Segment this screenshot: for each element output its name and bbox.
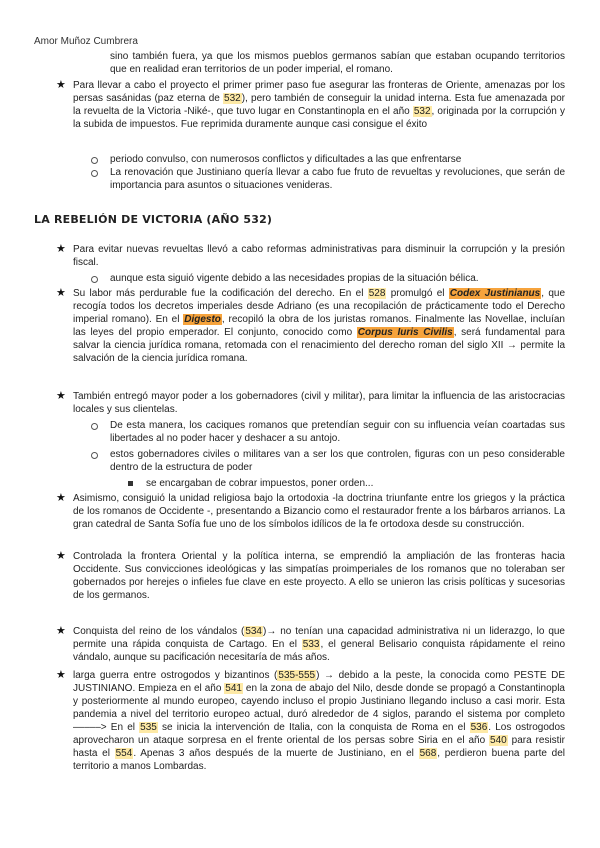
sub-bullet-convulsive xyxy=(110,153,565,166)
sub-sub-bullet-text: se encargaban de cobrar impuestos, poner orden... xyxy=(146,478,374,489)
bullet-ostrogoth-war xyxy=(73,669,565,773)
text-part: )→ no tenían una capacidad administrativa ni un liderazgo, lo que permite una rápida conquista de Cartago. En el xyxy=(73,626,565,650)
year-highlight: 532 xyxy=(413,106,431,117)
bullet-eastern-frontier xyxy=(73,79,565,131)
year-highlight: 535-555 xyxy=(278,670,316,681)
square-bullet-icon xyxy=(128,481,133,486)
text-part: se inicia la intervención de Italia, con la conquista de Roma en el xyxy=(157,722,470,733)
star-bullet-icon: ★ xyxy=(56,625,66,637)
sub-bullet-renovation xyxy=(110,166,565,192)
year-highlight: 541 xyxy=(225,683,242,694)
year-highlight: 534 xyxy=(245,626,262,637)
star-bullet-icon: ★ xyxy=(56,390,66,402)
text-part: en la zona de abajo del Nilo, desde donde se propagó a Constantinopla y posteriormente al mundo europeo, cayendo incluso el propio Justiniano llegando incluso a casi morir. Esta pandemia a nivel del territorio europeo actual, duró alrededor de 4 siglos, parando el sistema por completo –––––> En el xyxy=(73,683,565,733)
sub-bullet-text: De esta manera, los caciques romanos que pretendían seguir con su influencia veían coartadas sus libertades al no poder hacer y deshacer a su antojo. xyxy=(110,420,565,444)
section-heading: LA REBELIÓN DE VICTORIA (AÑO 532) xyxy=(34,213,273,226)
text-part: Conquista del reino de los vándalos ( xyxy=(73,626,245,637)
circle-bullet-icon xyxy=(91,170,98,177)
text-part: , recopiló la obra de los juristas romanos. Finalmente las Novellae, incluían las leyes del propio emperador. El conjunto, conocido como xyxy=(73,314,565,338)
bullet-text xyxy=(73,625,565,664)
sub-bullet-governors-power xyxy=(110,448,565,474)
sub-bullet-text: aunque esta siguió vigente debido a las necesidades propias de la situación bélica. xyxy=(110,273,479,284)
star-bullet-icon: ★ xyxy=(56,669,66,681)
text-part: . Apenas 3 años después de la muerte de Justiniano, en el xyxy=(133,748,419,759)
bullet-text: Asimismo, consiguió la unidad religiosa bajo la ortodoxia -la doctrina triunfante entre los griegos y la práctica de los romanos de Occidente -, presentando a Bizancio como el restaurador frente a los bárbaros arrianos. La gran catedral de Santa Sofía fue uno de los símbolos idílicos de la fe ortodoxa desde su construcción. xyxy=(73,493,565,530)
year-highlight: 528 xyxy=(368,288,386,299)
year-highlight: 554 xyxy=(115,748,133,759)
text-part: . Los ostrogodos aprovecharon un ataque sorpresa en el frente oriental de los persas sobre Siria en el año xyxy=(73,722,565,746)
bullet-religious-unity xyxy=(73,492,565,531)
bullet-text: Para evitar nuevas revueltas llevó a cabo reformas administrativas para disminuir la corrupción y la presión fiscal. xyxy=(73,244,565,268)
bullet-vandal-conquest xyxy=(73,625,565,664)
text-part: , originada por la corrupción y la subida de impuestos. Fue reprimida duramente aunque casi consigue el éxito xyxy=(73,106,565,130)
bullet-law-codification xyxy=(73,287,565,365)
bullet-admin-reforms xyxy=(73,243,565,269)
star-bullet-icon: ★ xyxy=(56,79,66,91)
author-name: Amor Muñoz Cumbrera xyxy=(34,36,138,47)
bullet-governors xyxy=(73,390,565,416)
sub-bullet-text: estos gobernadores civiles o militares van a ser los que controlen, figuras con un peso considerable dentro de la estructura de poder xyxy=(110,449,565,473)
continuation-paragraph xyxy=(110,50,565,76)
bullet-text xyxy=(73,287,565,365)
year-highlight: 540 xyxy=(490,735,507,746)
star-bullet-icon: ★ xyxy=(56,492,66,504)
text-part: promulgó el xyxy=(386,288,449,299)
bullet-western-expansion xyxy=(73,550,565,602)
circle-bullet-icon xyxy=(91,423,98,430)
corpus-highlight: Corpus Iuris Civilis xyxy=(357,327,453,338)
star-bullet-icon: ★ xyxy=(56,550,66,562)
sub-bullet-fiscal xyxy=(110,272,565,285)
year-highlight: 536 xyxy=(470,722,488,733)
year-highlight: 568 xyxy=(419,748,437,759)
circle-bullet-icon xyxy=(91,157,98,164)
sub-bullet-text: periodo convulso, con numerosos conflictos y dificultades a las que enfrentarse xyxy=(110,154,462,165)
text-part: Para llevar a cabo el proyecto el primer primer paso fue asegurar las fronteras de Oriente, amenazas por los persas sasánidas (paz eterna de xyxy=(73,80,565,104)
year-highlight: 532 xyxy=(224,93,241,104)
text-part: , será fundamental para salvar la ciencia jurídica romana, retomada con el renacimiento del derecho roman del siglo XII → permite la salvación de la ciencia jurídica romana. xyxy=(73,327,565,364)
text-part: larga guerra entre ostrogodos y bizantinos ( xyxy=(73,670,278,681)
star-bullet-icon: ★ xyxy=(56,287,66,299)
circle-bullet-icon xyxy=(91,452,98,459)
digesto-highlight: Digesto xyxy=(184,314,221,325)
bullet-text xyxy=(73,79,565,131)
sub-bullet-caciques xyxy=(110,419,565,445)
sub-sub-bullet-taxes xyxy=(146,477,565,490)
continuation-text: sino también fuera, ya que los mismos pueblos germanos sabían que estaban ocupando territorios que en realidad eran territorios de un poder imperial, el romano. xyxy=(110,51,565,75)
text-part: ), pero también de conseguir la unidad interna. Esta fue amenazada por la revuelta de la Victoria -Niké-, que tuvo lugar en Constantinopla en el año xyxy=(73,93,565,117)
text-part: para resistir hasta el xyxy=(73,735,566,759)
bullet-text: También entregó mayor poder a los gobernadores (civil y militar), para limitar la influencia de las aristocracias locales y sus clientelas. xyxy=(73,391,565,415)
year-highlight: 535 xyxy=(140,722,157,733)
text-part: Su labor más perdurable fue la codificación del derecho. En el xyxy=(73,288,368,299)
sub-bullet-text: La renovación que Justiniano quería llevar a cabo fue fruto de revueltas y revoluciones, que serán de importancia para asuntos o situaciones venideras. xyxy=(110,167,565,191)
year-highlight: 533 xyxy=(302,639,320,650)
codex-highlight: Codex Justinianus xyxy=(449,288,541,299)
text-part: , el general Belisario conquista rápidamente el reino vándalo, aunque su pacificación necesitaría de más años. xyxy=(73,639,566,663)
circle-bullet-icon xyxy=(91,276,98,283)
bullet-text: Controlada la frontera Oriental y la política interna, se emprendió la ampliación de las fronteras hacia Occidente. Sus convicciones ideológicas y las simpatías proimperiales de los romanos que no toleraban ser gobernados por herejes o infieles fue clave en este proyecto. A ello se unieron las crisis políticas y sucesorias de los germanos. xyxy=(73,551,565,601)
text-part: ) → debido a la peste, la conocida como PESTE DE JUSTINIANO. Empieza en el año xyxy=(73,670,565,694)
text-part: , perdieron buena parte del territorio a manos Lombardas. xyxy=(73,748,565,772)
text-part: , que recogía todos los decretos imperiales desde Adriano (es una recopilación de prácticamente todo el Derecho imperial romano). En el xyxy=(73,288,565,325)
star-bullet-icon: ★ xyxy=(56,243,66,255)
bullet-text xyxy=(73,669,565,773)
